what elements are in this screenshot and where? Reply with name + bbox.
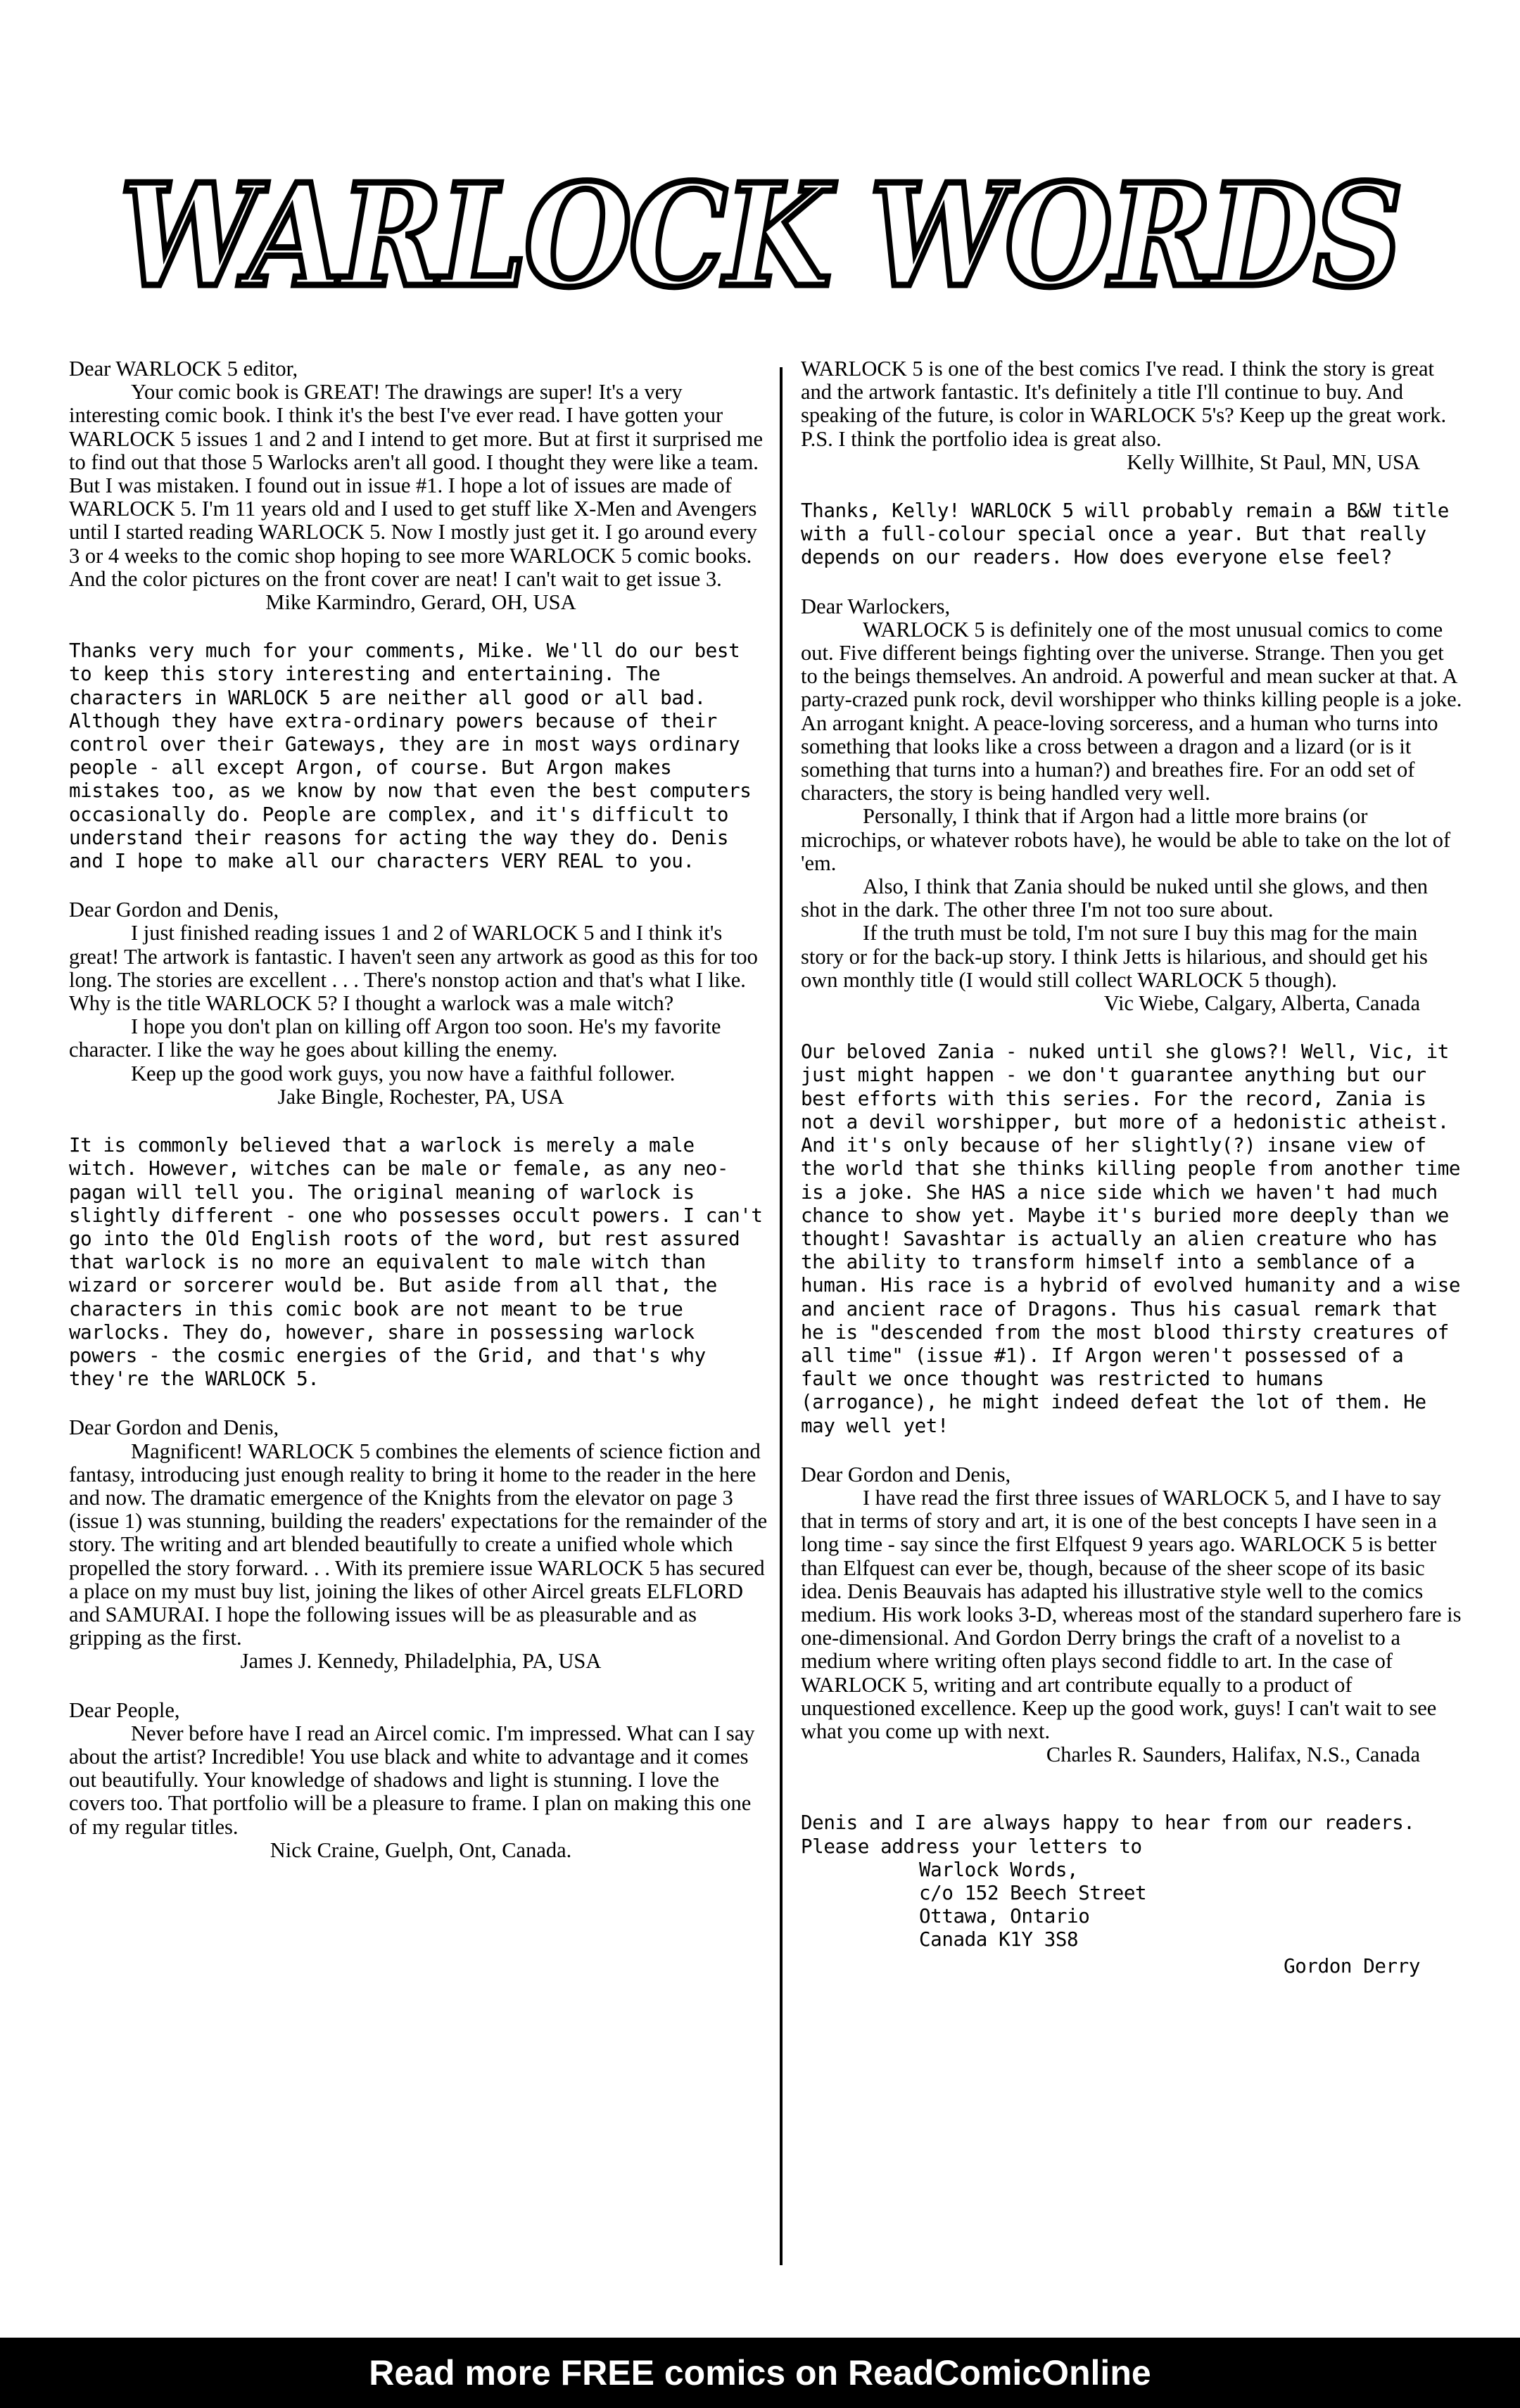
reply-body: Thanks, Kelly! WARLOCK 5 will probably remain a B&W title with a full-colour special once a year. But that really depends on our readers. How does everyone else feel? [801, 499, 1449, 569]
letter-paragraph: I hope you don't plan on killing off Argon too soon. He's my favorite character. I like the way he goes about killing the enemy. [69, 1014, 721, 1062]
reply-body: Thanks very much for your comments, Mike. We'll do our best to keep this story interesting and entertaining. The characters in WARLOCK 5 are neither all good or all bad. Although they have extra-ordinary powers because of their control over their Gateways, they are in most ways ordinary people - all except Argon, of course. But Argon makes mistakes too, as we know by now that even the best computers occasionally do. People are complex, and it's difficult to understand their reasons for acting the way they do. Denis and I hope to make all our characters VERY REAL to you. [69, 639, 752, 873]
letter-signature: Charles R. Saunders, Halifax, N.S., Canada [1046, 1743, 1420, 1767]
editor-reply-vic [801, 1040, 1462, 1437]
letter-paragraph: If the truth must be told, I'm not sure I buy this mag for the main story or for the back-up story. I think Jetts is hilarious, and should get his own monthly title (I would still collect WARLOCK 5 though). [801, 921, 1428, 992]
letter-vic [801, 595, 1462, 1016]
letter-body: WARLOCK 5 is one of the best comics I've read. I think the story is great and the artwork fantastic. It's definitely a title I'll continue to buy. And speaking of the future, is color in WARLOCK 5's? Keep up the great work. P.S. I think the portfolio idea is great also. [801, 357, 1447, 451]
address-line: c/o 152 Beech Street [919, 1881, 1147, 1904]
letter-signature: Mike Karmindro, Gerard, OH, USA [265, 590, 576, 615]
letter-jake [69, 898, 773, 1109]
letter-signature: Jake Bingle, Rochester, PA, USA [277, 1084, 564, 1109]
letter-signature: Vic Wiebe, Calgary, Alberta, Canada [1103, 991, 1420, 1016]
letter-paragraph: Also, I think that Zania should be nuked until she glows, and then shot in the dark. The other three I'm not too sure about. [801, 874, 1429, 922]
letter-body: I have read the first three issues of WARLOCK 5, and I have to say that in terms of story and art, it is one of the best concepts I have seen in a long time - say since the first Elfquest 9 years ago. WARLOCK 5 is better than Elfquest can ever be, though, because of the sheer scope of its basic idea. Denis Beauvais has adapted his illustrative style well to the comics medium. His work looks 3-D, whereas most of the standard superhero fare is one-dimensional. And Gordon Derry brings the craft of a novelist to a medium where writing often plays second fiddle to art. In the case of WARLOCK 5, writing and art contribute equally to a product of unquestioned excellence. Keep up the good work, guys! I can't wait to see what you come up with next. [801, 1485, 1462, 1743]
letter-body: Your comic book is GREAT! The drawings are super! It's a very interesting comic book. I think it's the best I've ever read. I have gotten your WARLOCK 5 issues 1 and 2 and I intend to get more. But at first it surprised me to find out that those 5 Warlocks aren't all good. I thought they were like a team. But I was mistaken. I found out in issue #1. I hope a lot of issues are made of WARLOCK 5. I'm 11 years old and I used to get stuff like X-Men and Avengers until I started reading WARLOCK 5. Now I mostly just get it. I go around every 3 or 4 weeks to the comic shop hoping to see more WARLOCK 5 comic books. And the color pictures on the front cover are neat! I can't wait to get issue 3. [69, 380, 764, 591]
closing-text: Denis and I are always happy to hear from our readers. Please address your letters to [801, 1811, 1415, 1858]
editor-reply-kelly [801, 499, 1462, 570]
address-line: Canada K1Y 3S8 [919, 1928, 1079, 1951]
footer-banner[interactable] [0, 2338, 1520, 2408]
column-divider [780, 367, 783, 2265]
page-header [0, 0, 1520, 352]
right-column [801, 357, 1462, 2004]
address-line: Ottawa, Ontario [919, 1905, 1090, 1928]
letter-nick [69, 1699, 773, 1862]
letter-salutation: Dear Gordon and Denis, [801, 1462, 1011, 1486]
letter-signature: Kelly Willhite, St Paul, MN, USA [1127, 450, 1420, 474]
left-column [69, 357, 773, 1887]
letter-salutation: Dear Gordon and Denis, [69, 1415, 279, 1440]
footer-link[interactable]: Read more FREE comics on ReadComicOnline [369, 2353, 1151, 2393]
reply-body: It is commonly believed that a warlock is merely a male witch. However, witches can be male or female, as any neo-pagan will tell you. The original meaning of warlock is slightly different - one who possesses occult powers. I can't go into the Old English roots of the word, but rest assured that warlock is no more an equivalent to male witch than wizard or sorcerer would be. But aside from all that, the characters in this comic book are not meant to be true warlocks. They do, however, share in possessing warlock powers - the cosmic energies of the Grid, and that's why they're the WARLOCK 5. [69, 1134, 763, 1391]
editor-reply-mike [69, 639, 773, 873]
letter-signature: Nick Craine, Guelph, Ont, Canada. [270, 1837, 572, 1862]
letter-body: Magnificent! WARLOCK 5 combines the elements of science fiction and fantasy, introducing just enough reality to bring it home to the reader in the here and now. The dramatic emergence of the Knights from the elevator on page 3 (issue 1) was stunning, building the readers' expectations for the remainder of the story. The writing and art blended beautifully to create a unified whole which propelled the story forward. . . With its premiere issue WARLOCK 5 has secured a place on my must buy list, joining the likes of other Aircel greats ELFLORD and SAMURAI. I hope the following issues will be as pleasurable and as gripping as the first. [69, 1439, 768, 1650]
letter-salutation: Dear Gordon and Denis, [69, 898, 279, 922]
letter-body: Never before have I read an Aircel comic. I'm impressed. What can I say about the artist? Incredible! You use black and white to advantage and it comes out beautifully. Your knowledge of shadows and light is stunning. I love the covers too. That portfolio will be a pleasure to frame. I plan on making this one of my regular titles. [69, 1721, 755, 1839]
address-line: Warlock Words, [919, 1858, 1079, 1881]
letter-charles [801, 1463, 1462, 1767]
letter-salutation: Dear People, [69, 1697, 180, 1722]
closing-signoff: Gordon Derry [1284, 1954, 1420, 1977]
letter-mike [69, 357, 773, 614]
letter-paragraph: WARLOCK 5 is definitely one of the most unusual comics to come out. Five different beings fighting over the universe. Strange. Then you get to the beings themselves. An android. A powerful and mean sucker at that. A party-crazed punk rock, devil worshipper who thinks killing people is a joke. An arrogant knight. A peace-loving sorceress, and a human who turns into something that looks like a cross between a dragon and a lizard (or is it something that turns into a human?) and breathes fire. For an odd set of characters, the story is being handled very well. [801, 617, 1462, 805]
letter-paragraph: Keep up the good work guys, you now have a faithful follower. [131, 1061, 676, 1085]
page-title: WARLOCK WORDS [120, 153, 1400, 319]
letter-james [69, 1416, 773, 1673]
letter-kelly [801, 357, 1462, 474]
letter-salutation: Dear Warlockers, [801, 594, 951, 618]
editor-closing [801, 1811, 1462, 1977]
reply-body: Our beloved Zania - nuked until she glows?! Well, Vic, it just might happen - we don't guarantee anything but our best efforts with this series. For the record, Zania is not a devil worshipper, but more of a hedonistic atheist. And it's only because of her slightly(?) insane view of the world that she thinks killing people from another time is a joke. She HAS a nice side which we haven't had much chance to show yet. Maybe it's buried more deeply than we thought! Savashtar is actually an alien creature who has the ability to transform himself into a semblance of a human. His race is a hybrid of evolved humanity and a wise and ancient race of Dragons. Thus his casual remark that he is "descended from the most blood thirsty creatures of all time" (issue #1). If Argon weren't possessed of a fault we once thought was restricted to humans (arrogance), he might indeed defeat the lot of them. He may well yet! [801, 1040, 1461, 1437]
letter-paragraph: I just finished reading issues 1 and 2 of WARLOCK 5 and I think it's great! The artwork is fantastic. I haven't seen any artwork as good as this for too long. The stories are excellent . . . There's nonstop action and that's what I like. Why is the title WARLOCK 5? I thought a warlock was a male witch? [69, 921, 758, 1016]
letter-paragraph: Personally, I think that if Argon had a little more brains (or microchips, or whatever robots have), he would be able to take on the lot of 'em. [801, 804, 1451, 875]
letter-salutation: Dear WARLOCK 5 editor, [69, 357, 298, 381]
editor-reply-jake [69, 1134, 773, 1391]
title-logo [113, 141, 1407, 320]
letter-signature: James J. Kennedy, Philadelphia, PA, USA [240, 1649, 602, 1674]
